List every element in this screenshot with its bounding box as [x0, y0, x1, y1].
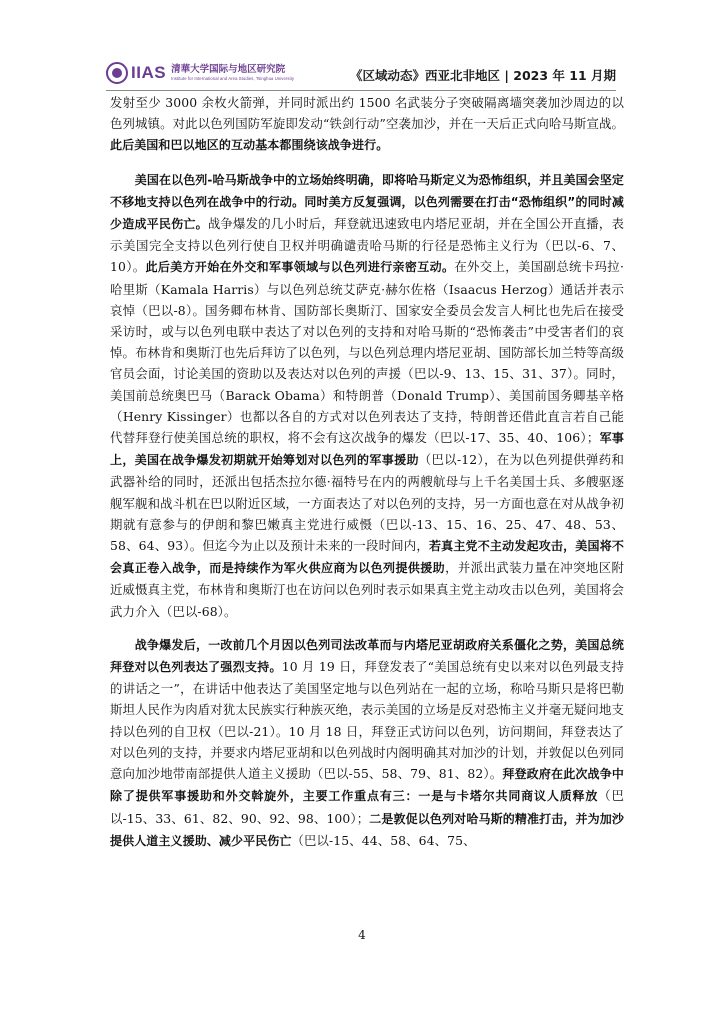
bold-text-segment: 二是敦促以色列对哈马斯的精准打击，并为加沙提供人道主义援助、减少平民伤亡	[110, 811, 624, 848]
text-segment: 在外交上，美国副总统卡玛拉·哈里斯（Kamala Harris）与以色列总统艾萨克·赫尔佐格（Isaacus Herzog）通话并表示哀悼（巴以-8）。国务卿布林肯、国防部长奥斯汀、国家安全委员会发言人柯比也先后在接受采访时，或与以色列电联中表达了对以色列的支持和对哈马斯的“恐怖袭击”中受害者们的哀悼。布林肯和奥斯汀也先后拜访了以色列，与以色列总理内塔尼亚胡、国防部长加兰特等高级官员会面，讨论美国的资助以及表达对以色列的声援（巴以-9、13、15、31、37）。同时，美国前总统奥巴马（Barack Obama）和特朗普（Donald Trump）、美国前国务卿基辛格（Henry Kissinger）也都以各自的方式对以色列表达了支持，特朗普还借此直言若自己能代替拜登行使美国总统的职权，将不会有这次战争的爆发（巴以-17、35、40、106）；	[110, 259, 624, 446]
text-segment: （巴以-15、33、61、82、90、92、98、100）；	[110, 788, 624, 826]
bold-text-segment: 军事上，美国在战争爆发初期就开始筹划对以色列的军事援助	[110, 431, 624, 468]
text-segment: ，并派出武装力量在冲突地区附近威慑真主党，布林肯和奥斯汀也在访问以色列时表示如果真主党主动攻击以色列，美国将会武力介入（巴以-68）。	[110, 560, 624, 619]
text-segment: 发射至少 3000 余枚火箭弹，并同时派出约 1500 名武装分子突破隔离墙突袭加沙周边的以色列城镇。对此以色列国防军旋即发动“铁剑行动”空袭加沙，并在一天后正式向哈马斯宣战。	[110, 95, 624, 132]
paragraph	[110, 634, 624, 852]
bold-text-segment: 此后美国和巴以地区的互动基本都围绕该战争进行。	[110, 138, 389, 153]
bold-text-segment: 若真主党不主动发起攻击，美国将不会真正卷入战争，而是持续作为军火供应商为以色列提供援助	[110, 539, 624, 576]
text-segment: 战争爆发的几小时后，拜登就迅速致电内塔尼亚胡，并在全国公开直播，表示美国完全支持以色列行使自卫权并明确谴责哈马斯的行径是恐怖主义行为（巴以-6、7、10）。	[110, 216, 624, 275]
text-segment: （巴以-15、44、58、64、75、	[291, 832, 476, 848]
bold-text-segment: 战争爆发后，一改前几个月因以色列司法改革而与内塔尼亚胡政府关系僵化之势，美国总统拜登对以色列表达了强烈支持。	[110, 637, 624, 675]
header-title: 《区域动态》西亚北非地区 | 2023 年 11 月期	[349, 68, 616, 83]
document-body	[110, 92, 624, 864]
page-number: 4	[358, 928, 366, 942]
bold-text-segment: 拜登政府在此次战争中除了提供军事援助和外交斡旋外，主要工作重点有三：一是与卡塔尔共同商议人质释放	[110, 767, 624, 804]
logo-english-name: Institute for International and Area Studies, Tsinghua University	[171, 76, 295, 81]
page-header	[106, 58, 616, 91]
paragraph	[110, 92, 624, 157]
logo-abbr: IIAS	[131, 63, 167, 82]
logo-chinese-name: 清華大学国际与地区研究院	[171, 64, 286, 75]
iias-logo	[106, 58, 294, 88]
text-segment: 10 月 19 日，拜登发表了“美国总统有史以来对以色列最支持的讲话之一”，在讲话中他表达了美国坚定地与以色列站在一起的立场，称哈马斯只是将巴勒斯坦人民作为肉盾对犹太民族实行种族灭绝，表示美国的立场是反对恐怖主义并毫无疑问地支持以色列的自卫权（巴以-21）。10 月 18 日，拜登正式访问以色列，访问期间，拜登表达了对以色列的支持，并要求内塔尼亚胡和以色列战时内阁明确其对加沙的计划，并敦促以色列同意向加沙地带南部提供人道主义援助（巴以-55、58、79、81、82）。	[110, 659, 624, 782]
text-segment: （巴以-12），在为以色列提供弹药和武器补给的同时，还派出包括杰拉尔德·福特号在内的两艘航母与上千名美国士兵、多艘驱逐舰军舰和战斗机在巴以附近区域，一方面表达了对以色列的支持，另一方面也意在对从战争初期就有意参与的伊朗和黎巴嫩真主党进行威慑（巴以-13、15、16、25、47、48、53、58、64、93）。但迄今为止以及预计未来的一段时间内，	[110, 452, 624, 554]
bold-text-segment: 美国在以色列-哈马斯战争中的立场始终明确，即将哈马斯定义为恐怖组织，并且美国会坚定不移地支持以色列在战争中的行动。同时美方反复强调，以色列需要在打击“恐怖组织”的同时减少造成平民伤亡。	[110, 172, 624, 232]
tsinghua-seal-icon	[106, 62, 128, 84]
paragraph	[110, 169, 624, 622]
bold-text-segment: 此后美方开始在外交和军事领域与以色列进行亲密互动。	[145, 260, 455, 275]
logo-text-block	[171, 64, 294, 82]
